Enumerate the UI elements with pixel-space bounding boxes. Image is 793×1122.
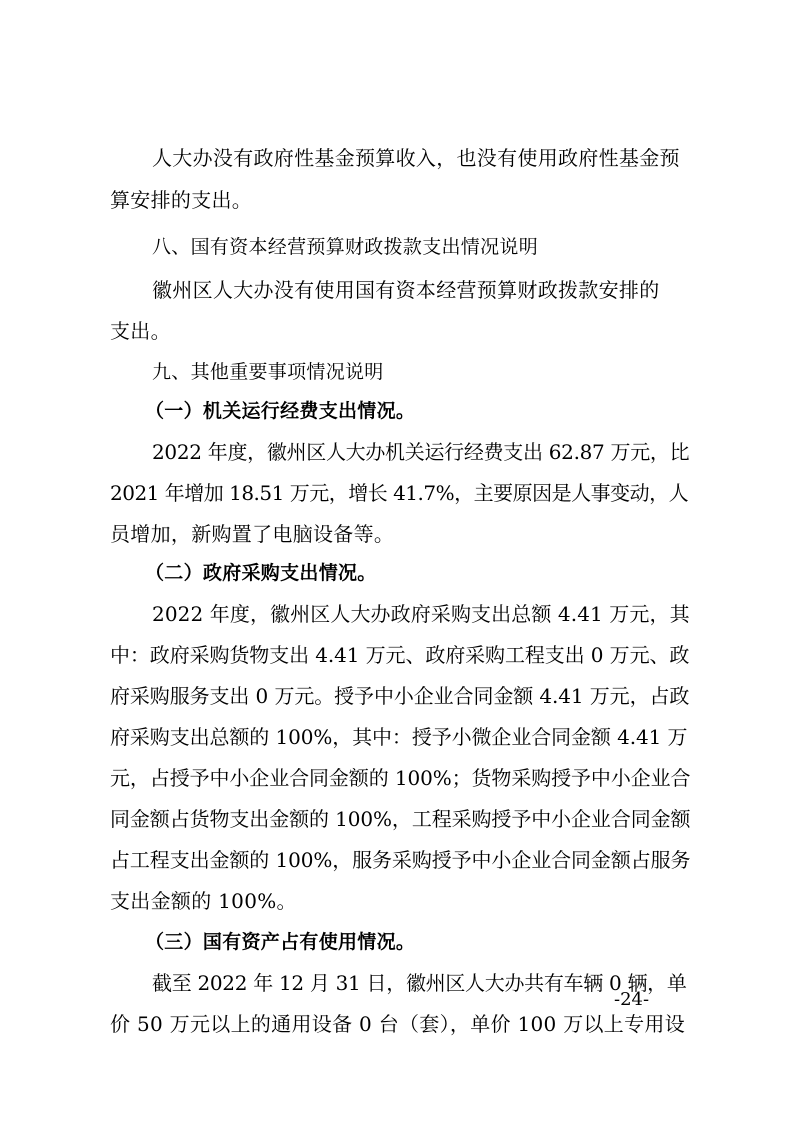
paragraph-line: 占工程支出金额的 100%，服务采购授予中小企业合同金额占服务 <box>110 848 691 872</box>
paragraph-line: 截至 2022 年 12 月 31 日，徽州区人大办共有车辆 0 辆，单 <box>152 971 687 995</box>
page-number: -24- <box>614 989 650 1010</box>
paragraph-line: 算安排的支出。 <box>110 188 253 212</box>
paragraph-line: 支出。 <box>110 319 171 343</box>
paragraph-line: 2022 年度，徽州区人大办机关运行经费支出 62.87 万元，比 <box>152 440 690 464</box>
paragraph-line: 元，占授予中小企业合同金额的 100%；货物采购授予中小企业合 <box>110 766 691 790</box>
paragraph-line: 支出金额的 100%。 <box>110 889 297 913</box>
paragraph-line: 府采购支出总额的 100%，其中：授予小微企业合同金额 4.41 万 <box>110 725 688 749</box>
subsection-heading-2: （二）政府采购支出情况。 <box>145 562 377 584</box>
paragraph-line: 2022 年度，徽州区人大办政府采购支出总额 4.41 万元，其 <box>152 602 690 626</box>
paragraph-line: 徽州区人大办没有使用国有资本经营预算财政拨款安排的 <box>152 278 660 302</box>
section-heading-9: 九、其他重要事项情况说明 <box>152 361 384 383</box>
section-heading-8: 八、国有资本经营预算财政拨款支出情况说明 <box>152 236 539 258</box>
paragraph-line: 人大办没有政府性基金预算收入，也没有使用政府性基金预 <box>152 146 680 170</box>
paragraph-line: 员增加，新购置了电脑设备等。 <box>110 522 395 546</box>
subsection-heading-3: （三）国有资产占有使用情况。 <box>145 931 416 953</box>
paragraph-line: 同金额占货物支出金额的 100%，工程采购授予中小企业合同金额 <box>110 807 691 831</box>
subsection-heading-1: （一）机关运行经费支出情况。 <box>145 400 416 422</box>
paragraph-line: 府采购服务支出 0 万元。授予中小企业合同金额 4.41 万元，占政 <box>110 684 690 708</box>
paragraph-line: 价 50 万元以上的通用设备 0 台（套），单价 100 万以上专用设 <box>110 1012 685 1036</box>
paragraph-line: 中：政府采购货物支出 4.41 万元、政府采购工程支出 0 万元、政 <box>110 643 690 667</box>
paragraph-line: 2021 年增加 18.51 万元，增长 41.7%，主要原因是人事变动，人 <box>110 481 689 505</box>
